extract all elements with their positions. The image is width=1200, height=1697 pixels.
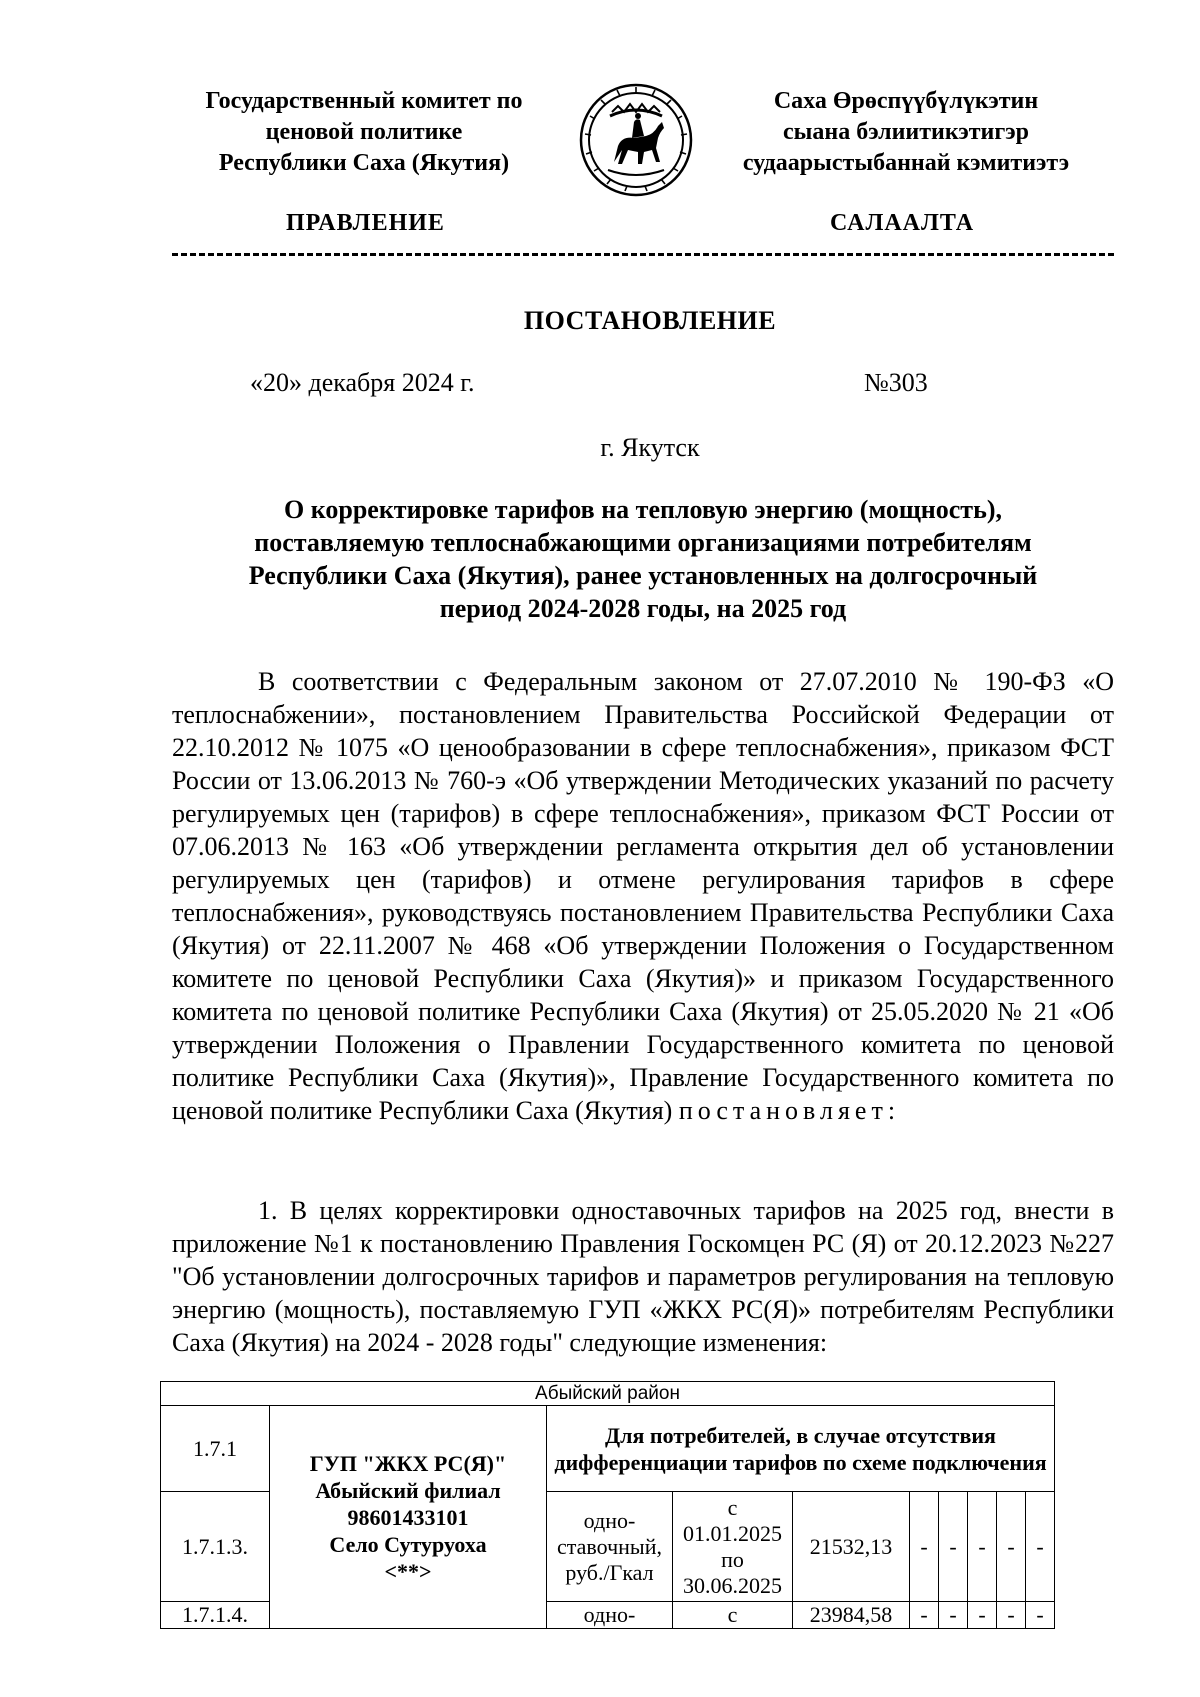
resolves-word: постановляет: — [678, 1096, 901, 1125]
board-label-sah: САЛААЛТА — [830, 210, 975, 236]
preamble-paragraph — [172, 665, 1114, 1127]
sakha-republic-emblem-icon — [578, 82, 694, 198]
preamble-text: В соответствии с Федеральным законом от 27.07.2010 № 190-ФЗ «О теплоснабжении», постановлением Правительства Российской Федерации от 22.10.2012 № 1075 «О ценообразовании в сфере теплоснабжения», приказом ФСТ России от 13.06.2013 № 760-э «Об утверждении Методических указаний по расчету регулируемых цен (тарифов) в сфере теплоснабжения», приказом ФСТ России от 07.06.2013 № 163 «Об утверждении регламента открытия дел об установлении регулируемых цен (тарифов) и отмене регулирования тарифов в сфере теплоснабжения», руководствуясь постановлением Правительства Республики Саха (Якутия) от 22.11.2007 № 468 «Об утверждении Положения о Государственном комитете по ценовой Республики Саха (Якутия)» и приказом Государственного комитета по ценовой политике Республики Саха (Якутия) от 25.05.2020 № 21 «Об утверждении Положения о Правлении Государственного комитета по ценовой политике Республики Саха (Якутия)», Правление Государственного комитета по ценовой политике Республики Саха (Якутия) — [172, 667, 1114, 1125]
period-line: по — [721, 1546, 744, 1572]
document-city: г. Якутск — [600, 433, 700, 462]
unit-line: ставочный, — [557, 1533, 662, 1559]
empty-value-dash: - — [997, 1602, 1026, 1629]
empty-value-dash: - — [939, 1602, 968, 1629]
period-cell — [673, 1492, 793, 1602]
period-line: 01.01.2025 — [683, 1520, 782, 1546]
title-line: период 2024-2028 годы, на 2025 год — [439, 594, 847, 623]
title-line: поставляемую теплоснабжающими организациями потребителям — [254, 528, 1032, 557]
header-right-org — [706, 86, 1106, 179]
empty-value-dash: - — [968, 1602, 997, 1629]
empty-value-dash: - — [968, 1492, 997, 1602]
board-label-ru: ПРАВЛЕНИЕ — [286, 210, 445, 236]
header-left-line: Республики Саха (Якутия) — [218, 150, 510, 176]
org-line: ГУП "ЖКХ РС(Я)" — [309, 1450, 507, 1476]
clause-1-paragraph: 1. В целях корректировки одноставочных тарифов на 2025 год, внести в приложение №1 к постановлению Правления Госкомцен РС (Я) от 20.12.2023 №227 "Об установлении долгосрочных тарифов и параметров регулирования на тепловую энергию (мощность), поставляемую ГУП «ЖКХ РС(Я)» потребителям Республики Саха (Якутия) на 2024 - 2028 годы" следующие изменения: — [172, 1196, 1114, 1357]
district-header: Абыйский район — [161, 1382, 1055, 1406]
row-code: 1.7.1.4. — [161, 1602, 270, 1629]
empty-value-dash: - — [910, 1492, 939, 1602]
document-number: №303 — [864, 368, 928, 397]
document-type: ПОСТАНОВЛЕНИЕ — [523, 306, 777, 335]
empty-value-dash: - — [997, 1492, 1026, 1602]
document-date: «20» декабря 2024 г. — [250, 368, 475, 397]
period-cell: с — [673, 1602, 793, 1629]
period-line: 30.06.2025 — [683, 1572, 782, 1598]
tariff-table — [160, 1381, 1055, 1629]
period-line: с — [727, 1494, 738, 1520]
org-line: Село Сутуруоха — [329, 1531, 487, 1557]
document-title — [172, 493, 1114, 625]
header-right-line: судаарыстыбаннай кэмитиэтэ — [742, 150, 1070, 176]
org-line: 98601433101 — [347, 1504, 469, 1530]
row-code: 1.7.1 — [161, 1406, 270, 1492]
empty-value-dash: - — [1026, 1602, 1055, 1629]
header-left-org — [168, 86, 560, 179]
title-line: Республики Саха (Якутия), ранее установленных на долгосрочный — [248, 561, 1038, 590]
unit-line: одно- — [583, 1507, 636, 1533]
consumer-category: Для потребителей, в случае отсутствия дифференциации тарифов по схеме подключения — [547, 1406, 1055, 1492]
org-line: <**> — [384, 1558, 432, 1584]
tariff-unit-cell — [547, 1492, 673, 1602]
header-left-line: ценовой политике — [265, 119, 463, 145]
empty-value-dash: - — [1026, 1492, 1055, 1602]
org-line: Абыйский филиал — [315, 1477, 501, 1503]
row-code: 1.7.1.3. — [161, 1492, 270, 1602]
tariff-value: 21532,13 — [793, 1492, 910, 1602]
title-line: О корректировке тарифов на тепловую энергию (мощность), — [284, 495, 1002, 524]
tariff-value: 23984,58 — [793, 1602, 910, 1629]
header-left-line: Государственный комитет по — [205, 88, 523, 114]
empty-value-dash: - — [939, 1492, 968, 1602]
unit-line: руб./Гкал — [565, 1559, 654, 1585]
header-right-line: Саха Өрөспүүбүлүкэтин — [773, 88, 1039, 114]
header-right-line: сыана бэлиитикэтигэр — [782, 119, 1029, 145]
header-divider — [172, 253, 1114, 256]
tariff-unit-cell: одно- — [547, 1602, 673, 1629]
organization-cell — [270, 1406, 547, 1629]
empty-value-dash: - — [910, 1602, 939, 1629]
